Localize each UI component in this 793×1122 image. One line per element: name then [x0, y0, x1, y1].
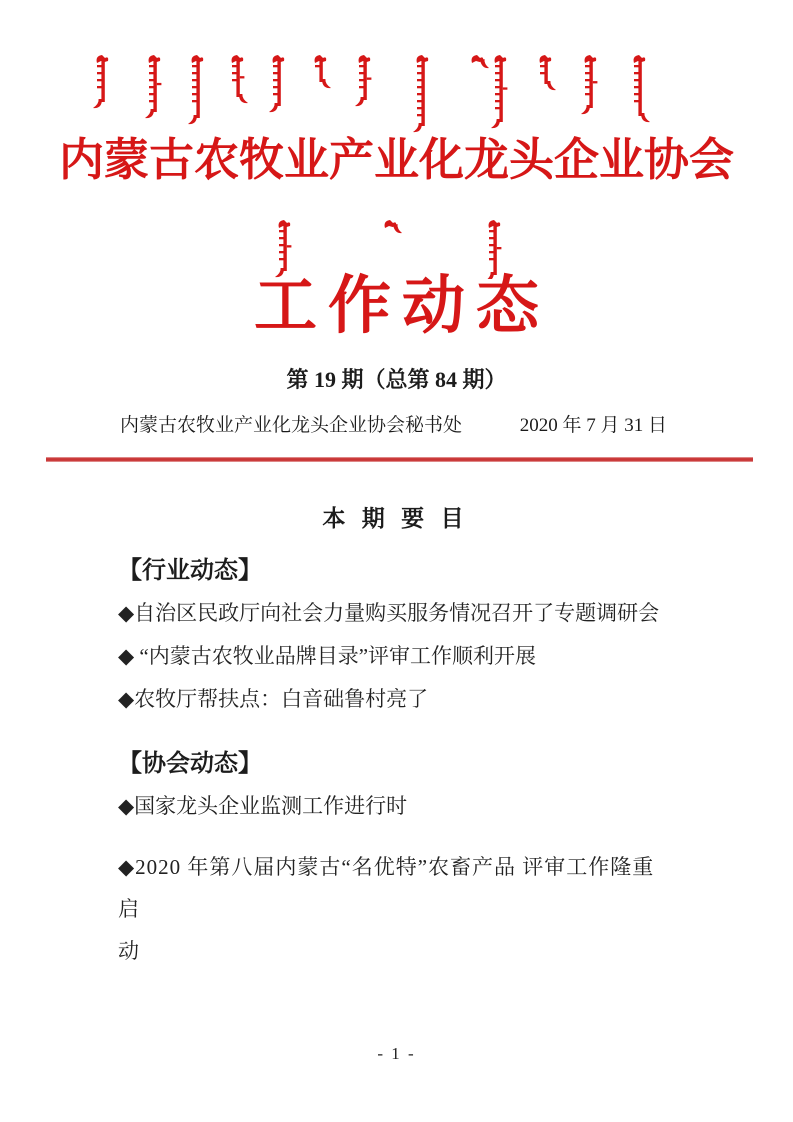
toc-item-line: ◆农牧厅帮扶点：白音础鲁村亮了	[118, 686, 429, 711]
toc-item	[118, 598, 673, 628]
toc-item	[118, 684, 673, 714]
page-number: - 1 -	[377, 1044, 416, 1063]
section-header: 【协会动态】	[118, 749, 262, 777]
mongolian-script-top-row	[57, 52, 737, 134]
toc-item	[118, 641, 673, 671]
red-divider-rule	[46, 457, 753, 462]
toc-item-line: ◆自治区民政厅向社会力量购买服务情况召开了专题调研会	[118, 600, 660, 625]
org-title: 内蒙古农牧业产业化龙头企业协会	[58, 135, 734, 185]
issue-date: 2020 年 7 月 31 日	[519, 414, 667, 436]
toc-item	[118, 791, 673, 821]
section-header: 【行业动态】	[118, 556, 262, 584]
secretariat-label: 内蒙古农牧业产业化龙头企业协会秘书处	[120, 414, 463, 436]
toc-title: 本 期 要 目	[322, 504, 469, 531]
toc-item	[118, 846, 673, 972]
toc-item-line: ◆国家龙头企业监测工作进行时	[118, 793, 408, 818]
toc-item-line: ◆2020 年第八届内蒙古“名优特”农畜产品 评审工作隆重启	[118, 854, 655, 921]
byline	[120, 410, 667, 437]
toc-item-line: 动	[118, 938, 140, 963]
bulletin-title: 工作动态	[254, 270, 550, 341]
table-of-contents	[118, 500, 673, 972]
toc-sections	[118, 550, 673, 972]
mongolian-script-subtitle-row	[57, 217, 737, 279]
issue-number-line: 第 19 期（总第 84 期）	[286, 366, 507, 392]
toc-item-line: ◆ “内蒙古农牧业品牌目录”评审工作顺利开展	[118, 643, 537, 668]
